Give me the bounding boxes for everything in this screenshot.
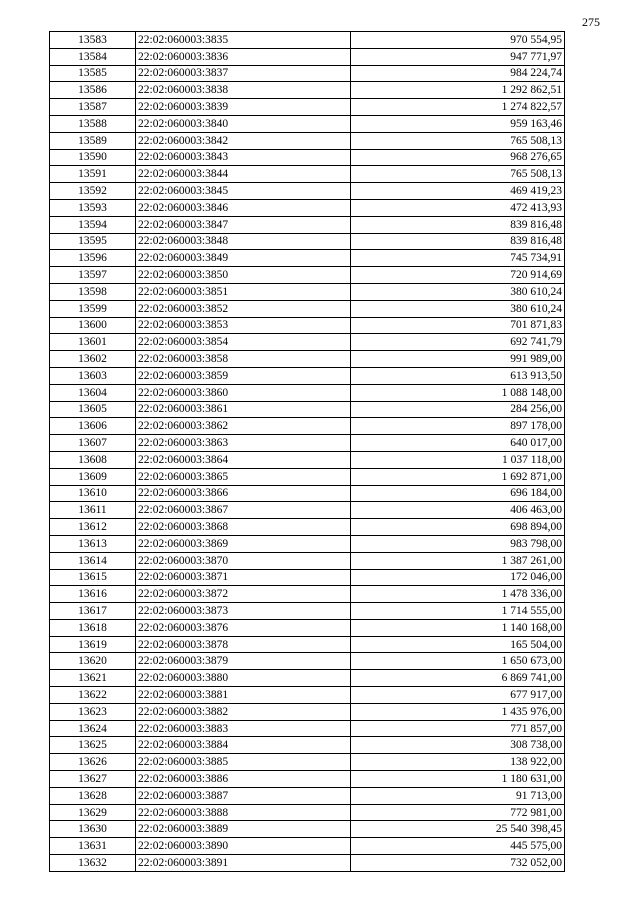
row-number-cell: 13612: [50, 519, 136, 536]
cadastral-value-cell: 406 463,00: [351, 502, 565, 519]
cadastral-value-cell: 6 869 741,00: [351, 670, 565, 687]
table-row: [50, 199, 565, 216]
row-number-cell: 13621: [50, 670, 136, 687]
row-number-cell: 13617: [50, 603, 136, 620]
cadastral-number-cell: 22:02:060003:3848: [136, 233, 351, 250]
row-number-cell: 13626: [50, 754, 136, 771]
cadastral-value-cell: 959 163,46: [351, 115, 565, 132]
row-number-cell: 13590: [50, 149, 136, 166]
row-number-cell: 13615: [50, 569, 136, 586]
row-number-cell: 13598: [50, 283, 136, 300]
cadastral-number-cell: 22:02:060003:3867: [136, 502, 351, 519]
table-row: [50, 821, 565, 838]
cadastral-number-cell: 22:02:060003:3883: [136, 720, 351, 737]
cadastral-number-cell: 22:02:060003:3835: [136, 32, 351, 49]
table-row: [50, 519, 565, 536]
cadastral-value-cell: 25 540 398,45: [351, 821, 565, 838]
table-row: [50, 351, 565, 368]
cadastral-number-cell: 22:02:060003:3861: [136, 401, 351, 418]
table-row: [50, 771, 565, 788]
cadastral-number-cell: 22:02:060003:3843: [136, 149, 351, 166]
cadastral-number-cell: 22:02:060003:3885: [136, 754, 351, 771]
cadastral-value-cell: 284 256,00: [351, 401, 565, 418]
cadastral-number-cell: 22:02:060003:3836: [136, 48, 351, 65]
cadastral-number-cell: 22:02:060003:3878: [136, 636, 351, 653]
table-row: [50, 82, 565, 99]
table-row: [50, 132, 565, 149]
row-number-cell: 13597: [50, 267, 136, 284]
row-number-cell: 13595: [50, 233, 136, 250]
row-number-cell: 13623: [50, 703, 136, 720]
cadastral-number-cell: 22:02:060003:3847: [136, 216, 351, 233]
cadastral-number-cell: 22:02:060003:3881: [136, 687, 351, 704]
cadastral-number-cell: 22:02:060003:3838: [136, 82, 351, 99]
row-number-cell: 13605: [50, 401, 136, 418]
cadastral-value-cell: 765 508,13: [351, 166, 565, 183]
cadastral-number-cell: 22:02:060003:3853: [136, 317, 351, 334]
row-number-cell: 13602: [50, 351, 136, 368]
cadastral-number-cell: 22:02:060003:3865: [136, 468, 351, 485]
row-number-cell: 13594: [50, 216, 136, 233]
cadastral-number-cell: 22:02:060003:3840: [136, 115, 351, 132]
row-number-cell: 13584: [50, 48, 136, 65]
cadastral-number-cell: 22:02:060003:3863: [136, 435, 351, 452]
table-row: [50, 367, 565, 384]
cadastral-value-cell: 1 478 336,00: [351, 586, 565, 603]
table-row: [50, 334, 565, 351]
cadastral-number-cell: 22:02:060003:3862: [136, 418, 351, 435]
cadastral-value-cell: 640 017,00: [351, 435, 565, 452]
table-row: [50, 670, 565, 687]
cadastral-value-cell: 1 088 148,00: [351, 384, 565, 401]
table-row: [50, 317, 565, 334]
cadastral-value-cell: 984 224,74: [351, 65, 565, 82]
row-number-cell: 13586: [50, 82, 136, 99]
cadastral-number-cell: 22:02:060003:3870: [136, 552, 351, 569]
cadastral-value-cell: 732 052,00: [351, 855, 565, 872]
cadastral-number-cell: 22:02:060003:3886: [136, 771, 351, 788]
row-number-cell: 13603: [50, 367, 136, 384]
cadastral-value-cell: 897 178,00: [351, 418, 565, 435]
cadastral-value-cell: 1 140 168,00: [351, 619, 565, 636]
table-row: [50, 485, 565, 502]
row-number-cell: 13618: [50, 619, 136, 636]
cadastral-value-cell: 613 913,50: [351, 367, 565, 384]
cadastral-number-cell: 22:02:060003:3873: [136, 603, 351, 620]
row-number-cell: 13589: [50, 132, 136, 149]
row-number-cell: 13591: [50, 166, 136, 183]
cadastral-value-table: [49, 31, 565, 872]
row-number-cell: 13632: [50, 855, 136, 872]
cadastral-number-cell: 22:02:060003:3888: [136, 804, 351, 821]
row-number-cell: 13631: [50, 838, 136, 855]
row-number-cell: 13622: [50, 687, 136, 704]
table-row: [50, 855, 565, 872]
cadastral-value-cell: 91 713,00: [351, 787, 565, 804]
cadastral-value-cell: 172 046,00: [351, 569, 565, 586]
row-number-cell: 13610: [50, 485, 136, 502]
cadastral-value-cell: 677 917,00: [351, 687, 565, 704]
table-row: [50, 619, 565, 636]
cadastral-number-cell: 22:02:060003:3890: [136, 838, 351, 855]
cadastral-number-cell: 22:02:060003:3839: [136, 99, 351, 116]
table-body: [50, 32, 565, 872]
table-row: [50, 216, 565, 233]
row-number-cell: 13587: [50, 99, 136, 116]
cadastral-value-cell: 1 180 631,00: [351, 771, 565, 788]
table-row: [50, 569, 565, 586]
row-number-cell: 13620: [50, 653, 136, 670]
row-number-cell: 13593: [50, 199, 136, 216]
cadastral-number-cell: 22:02:060003:3845: [136, 183, 351, 200]
cadastral-value-cell: 991 989,00: [351, 351, 565, 368]
cadastral-value-cell: 165 504,00: [351, 636, 565, 653]
row-number-cell: 13619: [50, 636, 136, 653]
cadastral-number-cell: 22:02:060003:3842: [136, 132, 351, 149]
row-number-cell: 13583: [50, 32, 136, 49]
cadastral-value-cell: 771 857,00: [351, 720, 565, 737]
cadastral-value-cell: 1 387 261,00: [351, 552, 565, 569]
cadastral-value-cell: 1 435 976,00: [351, 703, 565, 720]
cadastral-number-cell: 22:02:060003:3880: [136, 670, 351, 687]
cadastral-number-cell: 22:02:060003:3887: [136, 787, 351, 804]
cadastral-number-cell: 22:02:060003:3869: [136, 535, 351, 552]
table-row: [50, 99, 565, 116]
cadastral-value-cell: 983 798,00: [351, 535, 565, 552]
cadastral-number-cell: 22:02:060003:3889: [136, 821, 351, 838]
row-number-cell: 13606: [50, 418, 136, 435]
cadastral-number-cell: 22:02:060003:3879: [136, 653, 351, 670]
row-number-cell: 13588: [50, 115, 136, 132]
table-row: [50, 267, 565, 284]
cadastral-number-cell: 22:02:060003:3846: [136, 199, 351, 216]
cadastral-value-cell: 445 575,00: [351, 838, 565, 855]
table-row: [50, 418, 565, 435]
cadastral-value-cell: 1 037 118,00: [351, 451, 565, 468]
row-number-cell: 13607: [50, 435, 136, 452]
cadastral-value-cell: 772 981,00: [351, 804, 565, 821]
cadastral-value-cell: 469 419,23: [351, 183, 565, 200]
table-row: [50, 636, 565, 653]
cadastral-value-cell: 472 413,93: [351, 199, 565, 216]
cadastral-value-cell: 380 610,24: [351, 283, 565, 300]
cadastral-number-cell: 22:02:060003:3868: [136, 519, 351, 536]
cadastral-value-cell: 1 692 871,00: [351, 468, 565, 485]
cadastral-value-cell: 765 508,13: [351, 132, 565, 149]
cadastral-number-cell: 22:02:060003:3858: [136, 351, 351, 368]
cadastral-value-cell: 720 914,69: [351, 267, 565, 284]
cadastral-number-cell: 22:02:060003:3891: [136, 855, 351, 872]
row-number-cell: 13616: [50, 586, 136, 603]
table-row: [50, 435, 565, 452]
row-number-cell: 13599: [50, 300, 136, 317]
row-number-cell: 13627: [50, 771, 136, 788]
row-number-cell: 13613: [50, 535, 136, 552]
cadastral-value-cell: 380 610,24: [351, 300, 565, 317]
cadastral-value-cell: 968 276,65: [351, 149, 565, 166]
cadastral-value-cell: 839 816,48: [351, 233, 565, 250]
table-row: [50, 720, 565, 737]
cadastral-number-cell: 22:02:060003:3866: [136, 485, 351, 502]
table-row: [50, 754, 565, 771]
cadastral-number-cell: 22:02:060003:3864: [136, 451, 351, 468]
table-row: [50, 300, 565, 317]
cadastral-number-cell: 22:02:060003:3849: [136, 250, 351, 267]
cadastral-value-cell: 1 292 862,51: [351, 82, 565, 99]
cadastral-number-cell: 22:02:060003:3850: [136, 267, 351, 284]
cadastral-number-cell: 22:02:060003:3851: [136, 283, 351, 300]
cadastral-number-cell: 22:02:060003:3884: [136, 737, 351, 754]
table-row: [50, 166, 565, 183]
cadastral-number-cell: 22:02:060003:3837: [136, 65, 351, 82]
row-number-cell: 13601: [50, 334, 136, 351]
table-row: [50, 586, 565, 603]
cadastral-number-cell: 22:02:060003:3859: [136, 367, 351, 384]
cadastral-value-cell: 1 274 822,57: [351, 99, 565, 116]
row-number-cell: 13596: [50, 250, 136, 267]
cadastral-value-cell: 308 738,00: [351, 737, 565, 754]
table-row: [50, 687, 565, 704]
table-row: [50, 535, 565, 552]
row-number-cell: 13630: [50, 821, 136, 838]
table-row: [50, 32, 565, 49]
table-row: [50, 283, 565, 300]
page-number: 275: [582, 15, 600, 29]
row-number-cell: 13628: [50, 787, 136, 804]
cadastral-number-cell: 22:02:060003:3860: [136, 384, 351, 401]
table-row: [50, 250, 565, 267]
row-number-cell: 13625: [50, 737, 136, 754]
table-row: [50, 233, 565, 250]
table-row: [50, 787, 565, 804]
cadastral-number-cell: 22:02:060003:3876: [136, 619, 351, 636]
table-row: [50, 804, 565, 821]
cadastral-value-cell: 692 741,79: [351, 334, 565, 351]
table-row: [50, 384, 565, 401]
table-row: [50, 183, 565, 200]
table-row: [50, 737, 565, 754]
row-number-cell: 13600: [50, 317, 136, 334]
table-row: [50, 552, 565, 569]
row-number-cell: 13585: [50, 65, 136, 82]
table-row: [50, 653, 565, 670]
row-number-cell: 13624: [50, 720, 136, 737]
cadastral-number-cell: 22:02:060003:3852: [136, 300, 351, 317]
cadastral-value-cell: 698 894,00: [351, 519, 565, 536]
table-row: [50, 401, 565, 418]
table-row: [50, 451, 565, 468]
table-row: [50, 115, 565, 132]
table-row: [50, 65, 565, 82]
table-row: [50, 703, 565, 720]
cadastral-value-cell: 839 816,48: [351, 216, 565, 233]
table-row: [50, 838, 565, 855]
row-number-cell: 13611: [50, 502, 136, 519]
cadastral-value-cell: 1 714 555,00: [351, 603, 565, 620]
cadastral-value-cell: 138 922,00: [351, 754, 565, 771]
table-row: [50, 149, 565, 166]
table-row: [50, 48, 565, 65]
table-row: [50, 468, 565, 485]
table-row: [50, 502, 565, 519]
cadastral-number-cell: 22:02:060003:3872: [136, 586, 351, 603]
row-number-cell: 13629: [50, 804, 136, 821]
cadastral-number-cell: 22:02:060003:3854: [136, 334, 351, 351]
cadastral-value-cell: 1 650 673,00: [351, 653, 565, 670]
cadastral-number-cell: 22:02:060003:3871: [136, 569, 351, 586]
cadastral-value-cell: 745 734,91: [351, 250, 565, 267]
row-number-cell: 13609: [50, 468, 136, 485]
cadastral-number-cell: 22:02:060003:3844: [136, 166, 351, 183]
table-row: [50, 603, 565, 620]
cadastral-number-cell: 22:02:060003:3882: [136, 703, 351, 720]
cadastral-value-cell: 970 554,95: [351, 32, 565, 49]
row-number-cell: 13608: [50, 451, 136, 468]
cadastral-value-cell: 701 871,83: [351, 317, 565, 334]
cadastral-value-cell: 947 771,97: [351, 48, 565, 65]
row-number-cell: 13604: [50, 384, 136, 401]
cadastral-value-cell: 696 184,00: [351, 485, 565, 502]
row-number-cell: 13614: [50, 552, 136, 569]
row-number-cell: 13592: [50, 183, 136, 200]
